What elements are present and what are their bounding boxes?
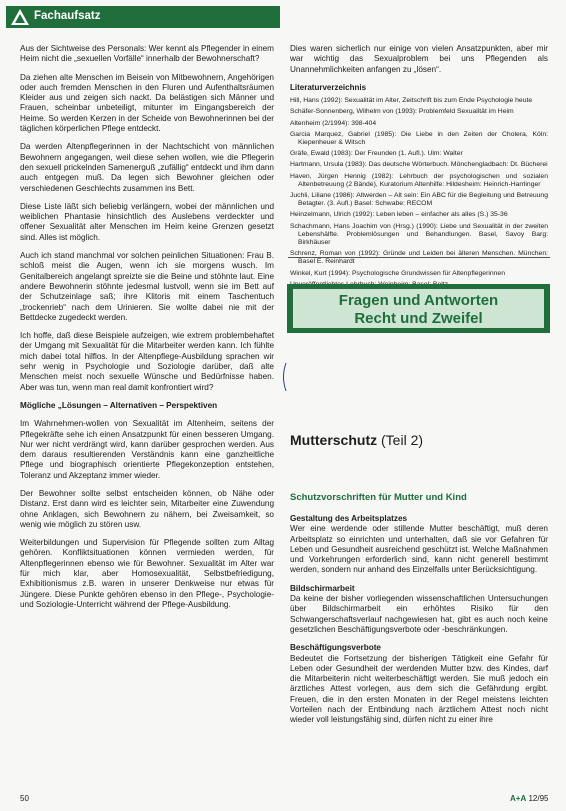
paragraph: Wer eine werdende oder stillende Mutter beschäftigt, muß deren Arbeitsplatz so einrichten und unterhalten, daß sie vor Gefahren für Leben und Gesundheit ausreichend geschützt ist. Welche Maßnahmen und Vorkehrungen erforderlich sind, kann nicht generell bestimmt werden, sondern nur anhand des Einzelfalls unter Berücksichtigung. [290,524,548,575]
paragraph: Da werden Altenpflegerinnen in der Nachtschicht von männlichen Bewohnern angegangen, weil diese sehen wollen, wie die Pflegerin den sexuell prickelnden Samenerguß „zufällig“ entdeckt und ihm dann auch entgegen muß. Da legen sich Bewohner gleichen oder verschiedenen Geschlechts zusammen ins Bett. [20,142,274,193]
bibliography-item: Altenheim (2/1994): 398-404 [290,119,377,127]
paragraph: Diese Liste läßt sich beliebig verlängern, wobei der männlichen und weiblichen Phantasie hinsichtlich des Auslebens verdeckter und offener Sexualität alter Menschen im Heim keine Grenzen gesetzt sind. Alles ist möglich. [20,201,274,242]
bibliography-item: Hill, Hans (1992): Sexualität im Alter, Zeitschrift bis zum Ende Psychologie heute [290,97,533,105]
bibliography-item: Schäfer-Sonnenberg, Wilhelm von (1993): Problemfeld Sexualität im Heim [290,108,514,116]
article-title [290,432,423,448]
margin-bracket-icon [280,362,288,392]
right-column-top [290,44,548,292]
bibliography-list [290,97,548,289]
paragraph: Auch ich stand manchmal vor solchen peinlichen Situationen: Frau B. schloß meist die Augen, wenn ich sie morgens wusch. Im Genitalbereich angelangt spreizte sie die Beine und stöhnte laut. Eine andere Bewohnerin stöhnte jedesmal lustvoll, wenn sie im Bett auf der Schutzeinlage saß; ihre Klitoris mit einem Taschentuch „trockenrieb“ nach dem Urinieren. Sie wollte dabei nie mit der Bettdecke zugedeckt werden. [20,251,274,322]
qa-banner-line1: Fragen und Antworten [338,292,499,309]
section-header [6,6,280,28]
subsection-heading: Gestaltung des Arbeitsplatzes [290,514,408,523]
bibliography-item: Gräfe, Ewald (1983): Der Freunden (1. Aufl.). Ulm: Walter [290,150,463,158]
paragraph: Ich hoffe, daß diese Beispiele aufzeigen, wie extrem problembehaftet der Umgang mit Sexualität für die Mitarbeiter werden kann. Ich fühlte mich dabei total hilflos. In der Altenpflege-Ausbildung sprachen wir sehr wenig in Psychologie und Soziologie darüber, daß alte Menschen meist noch sexuelle Wünsche und Bedürfnisse haben. Aber was tun, wenn man real damit konfrontiert wird? [20,331,274,392]
paragraph: Da keine der bisher vorliegenden wissenschaftlichen Untersuchungen über Bildschirmarbeit ein erhöhtes Risiko für den Schwangerschaftsverlauf nachgewiesen hat, gibt es auch noch keine gesetzlichen Beschäftigungsverbote oder -beschränkungen. [290,594,548,634]
section-label: Fachaufsatz [34,10,101,22]
bibliography-item: Garcia Marquez, Gabriel (1985): Die Liebe in den Zeiten der Cholera, Köln: Kiepenheuer & Witsch [290,130,548,146]
paragraph: Weiterbildungen und Supervision für Pflegende sollten zum Alltag gehören. Konfliktsituationen können vermieden werden, für Altenpflegerinnen ebenso wie für Bewohner. Sexualität im Alter war für mich klar, aber Homosexualität, Selbstbefriedigung, Exhibitionismus z.B. waren in unserer Denkweise nur etwas für Jüngere. Diese Punkte gehören ebenso in den Pflege-, Psychologie- und Soziologie-Unterricht während der Pflege-Ausbildung. [20,538,274,609]
paragraph: Bedeutet die Fortsetzung der bisherigen Tätigkeit eine Gefahr für Leben oder Gesundheit der werdenden Mutter bzw. des Kindes, darf die Mitarbeiterin nicht weiterbeschäftigt werden. Sie muß jedoch ein ärztliches Attest vorlegen, aus dem sich die Gefährdung ergibt. Freuen, die in den ersten Monaten in der Regel meistens leichten Vorteilen nach der Entbindung nach ärztlichem Attest noch nicht wieder voll leistungsfähig sind, dürfen nicht zu einer ihre [290,653,548,725]
qa-banner [287,284,550,333]
right-column-bottom [290,514,548,734]
article-title-part: (Teil 2) [381,432,424,448]
bibliography-item: Schrenz, Roman von (1992): Gründe und Leiden bei älteren Menschen. München: Basel E. Reinhardt [290,250,548,266]
journal-footer [510,794,549,803]
article-subtitle: Schutzvorschriften für Mutter und Kind [290,492,467,503]
bibliography-title: Literaturverzeichnis [290,82,367,92]
qa-banner-line2: Recht und Zweifel [354,310,483,327]
section-heading: Mögliche „Lösungen – Alternativen – Perspektiven [20,400,218,410]
paragraph: Dies waren sicherlich nur einige von vielen Ansatzpunkten, aber mir war wichtig das Sexualproblem bei uns Pflegenden als Unannehmlichkeiten anfangen zu „lösen“. [290,44,548,74]
page-number: 50 [20,794,29,803]
subsection-heading: Bildschirmarbeit [290,583,355,593]
bibliography-item: Schachmann, Hans Joachim von (Hrsg.) (1990): Liebe und Sexualität in der zweiten Lebenshälfte. Problemlösungen und Behandlungen. Basel, Savoy Barg: Birkhäuser [290,222,548,247]
qa-banner-inner [293,289,544,328]
paragraph: Im Wahrnehmen-wollen von Sexualität im Altenheim, seitens der Pflegekräfte sehe ich einen Ansatzpunkt für einen besseren Umgang. Nur wer nicht verdrängt wird, kann darüber gesprochen werden. Aus dem daraus resultierenden Verständnis kann eine ganzheitliche Pflege und biographisch orientierte Pflegekonzeption entstehen, Toleranz und Akzeptanz immer wieder. [20,419,274,480]
bibliography-item: Juchli, Liliane (1986): Altwerden – Alt sein: Ein ABC für die Begleitung und Betreuung Betagter. (3. Aufl.) Basel: Schwabe: RECOM [290,192,548,208]
article-title-main: Mutterschutz [290,432,378,448]
bibliography-item: Haven, Jürgen Hennig (1982): Lehrbuch der psychologischen und sozialen Altenbetreuung (2 Bände), Kuratorium Altenhilfe: Hildesheim: Heinrich-Harrlinger [290,172,548,188]
paragraph: Aus der Sichtweise des Personals: Wer kennt als Pflegender in einem Heim nicht die „sexuellen Vorfälle“ innerhalb der Bewohnerschaft? [20,44,274,64]
paragraph: Der Bewohner sollte selbst entscheiden können, ob Nähe oder Distanz. Erst dann wird es leichter sein, Mitarbeiter eine Zuwendung ohne Anklagen, sich Bewohnern zu nähern, bei Zweisamkeit, so wenig wie möglich zu stören usw. [20,488,274,529]
bibliography-item: Heinzelmann, Ulrich (1992): Leben leben – einfacher als alles (S.) 35-36 [290,211,508,219]
journal-issue: 12/95 [528,794,549,803]
bibliography-item: Winkel, Kurt (1994): Psychologische Grundwissen für Altenpflegerinnen [290,269,505,277]
paragraph: Da ziehen alte Menschen im Beisein von Mitbewohnern, Angehörigen oder auch fremden Menschen in den Fluren und Aufenthaltsräumen Kleider aus und zeigen sich nackt. Da belästigen sich Männer und Frauen, scheinbar unbeteiligt, mitunter im Eingangsbereich der Heime. So werden Kerzen in der Scheide von Bewohnerinnen bei der täglichen körperlichen Pflege entdeckt. [20,72,274,134]
left-column [20,44,274,618]
divider [288,257,550,258]
subsection-heading: Beschäftigungsverbote [290,643,381,653]
journal-name: A+A [510,794,527,803]
triangle-logo-icon [10,8,30,26]
bibliography-item: Hartmann, Ursula (1983): Das deutsche Wörterbuch. Mönchengladbach: Dt. Bücherei [290,161,548,169]
